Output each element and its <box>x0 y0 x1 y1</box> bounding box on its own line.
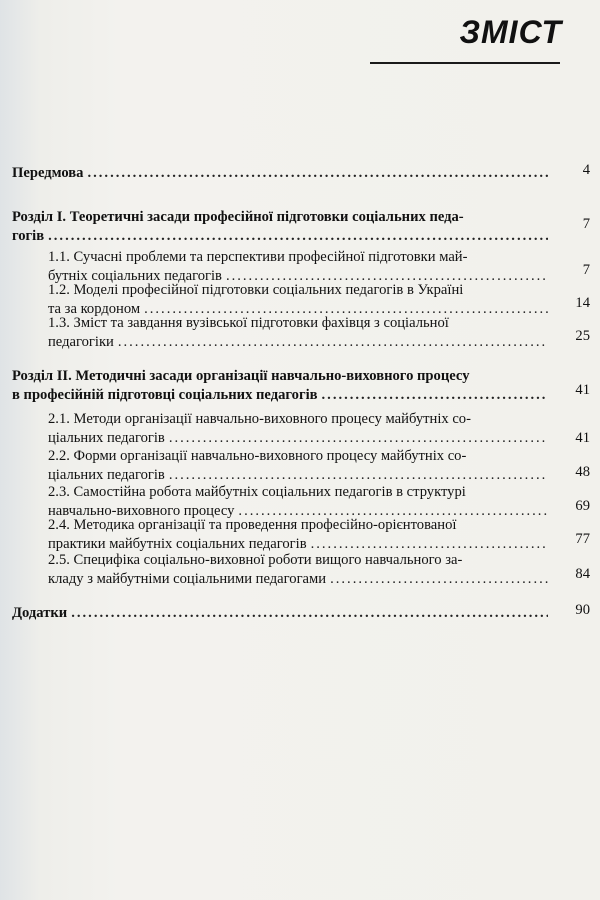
toc-page-number: 48 <box>575 464 590 480</box>
leader-dots <box>87 164 548 183</box>
toc-entry-title-line1: 2.5. Специфіка соціально-виховної роботи вищого навчального за- <box>48 552 463 568</box>
toc-entry-title-line2: та за кордоном <box>48 301 141 317</box>
toc-entry-2-5[interactable] <box>48 551 552 589</box>
toc-entry-title-line2: в професійній підготовці соціальних педагогів <box>12 387 318 403</box>
toc-entry-title-line1: 2.3. Самостійна робота майбутніх соціальних педагогів в структурі <box>48 484 466 500</box>
toc-entry-title: Додатки <box>12 605 68 621</box>
toc-page-number: 77 <box>575 531 590 547</box>
toc-entry-chapter-2[interactable] <box>12 367 552 405</box>
toc-entry-title-line1: 1.3. Зміст та завдання вузівської підготовки фахівця з соціальної <box>48 315 449 331</box>
toc-entry-title-line2: кладу з майбутніми соціальними педагогами <box>48 571 327 587</box>
toc-entry-title-line2: ціальних педагогів <box>48 467 165 483</box>
toc-entry-title-line1: 2.1. Методи організації навчально-виховного процесу майбутніх со- <box>48 411 471 427</box>
toc-entry-title-line1: 2.4. Методика організації та проведення професійно-орієнтованої <box>48 517 457 533</box>
toc-entry-title-line2: бутніх соціальних педагогів <box>48 268 222 284</box>
toc-page-number: 69 <box>575 498 590 514</box>
toc-entry-2-2[interactable] <box>48 447 552 485</box>
leader-dots <box>330 570 548 589</box>
toc-entry-title-line2: ціальних педагогів <box>48 430 165 446</box>
toc-entry-title: Передмова <box>12 165 84 181</box>
leader-dots <box>118 333 548 352</box>
leader-dots <box>169 429 548 448</box>
toc-entry-title-line2: гогів <box>12 228 45 244</box>
toc-entry-2-4[interactable] <box>48 516 552 554</box>
toc-entry-title-line1: 1.2. Моделі професійної підготовки соціальних педагогів в Україні <box>48 282 464 298</box>
toc-page-number: 41 <box>575 430 590 446</box>
toc-entry-title-line2: практики майбутніх соціальних педагогів <box>48 536 307 552</box>
toc-page-number: 84 <box>575 566 590 582</box>
toc-page-number: 7 <box>582 216 590 232</box>
toc-entry-appendix[interactable] <box>12 604 552 623</box>
toc-entry-title-line2: навчально-виховного процесу <box>48 503 235 519</box>
page-title: ЗМІСТ <box>459 14 562 50</box>
toc-entry-preface[interactable] <box>12 164 552 183</box>
toc-entry-title-line2: педагогіки <box>48 334 114 350</box>
leader-dots <box>322 386 548 405</box>
toc-entry-2-1[interactable] <box>48 410 552 448</box>
toc-page-number: 41 <box>575 382 590 398</box>
toc-entry-title-line1: Розділ І. Теоретичні засади професійної підготовки соціальних педа- <box>12 209 464 225</box>
leader-dots <box>48 227 548 246</box>
toc-entry-title-line1: 2.2. Форми організації навчально-виховного процесу майбутніх со- <box>48 448 467 464</box>
toc-page-number: 14 <box>575 295 590 311</box>
toc-page-number: 7 <box>582 262 590 278</box>
toc-entry-chapter-1[interactable] <box>12 208 552 246</box>
toc-page-number: 90 <box>575 602 590 618</box>
toc-entry-title-line1: Розділ ІІ. Методичні засади організації навчально-виховного процесу <box>12 368 470 384</box>
toc-page-number: 4 <box>582 162 590 178</box>
toc-page-number: 25 <box>575 328 590 344</box>
toc-entry-title-line1: 1.1. Сучасні проблеми та перспективи професійної підготовки май- <box>48 249 468 265</box>
leader-dots <box>71 604 548 623</box>
toc-entry-1-3[interactable] <box>48 314 552 352</box>
